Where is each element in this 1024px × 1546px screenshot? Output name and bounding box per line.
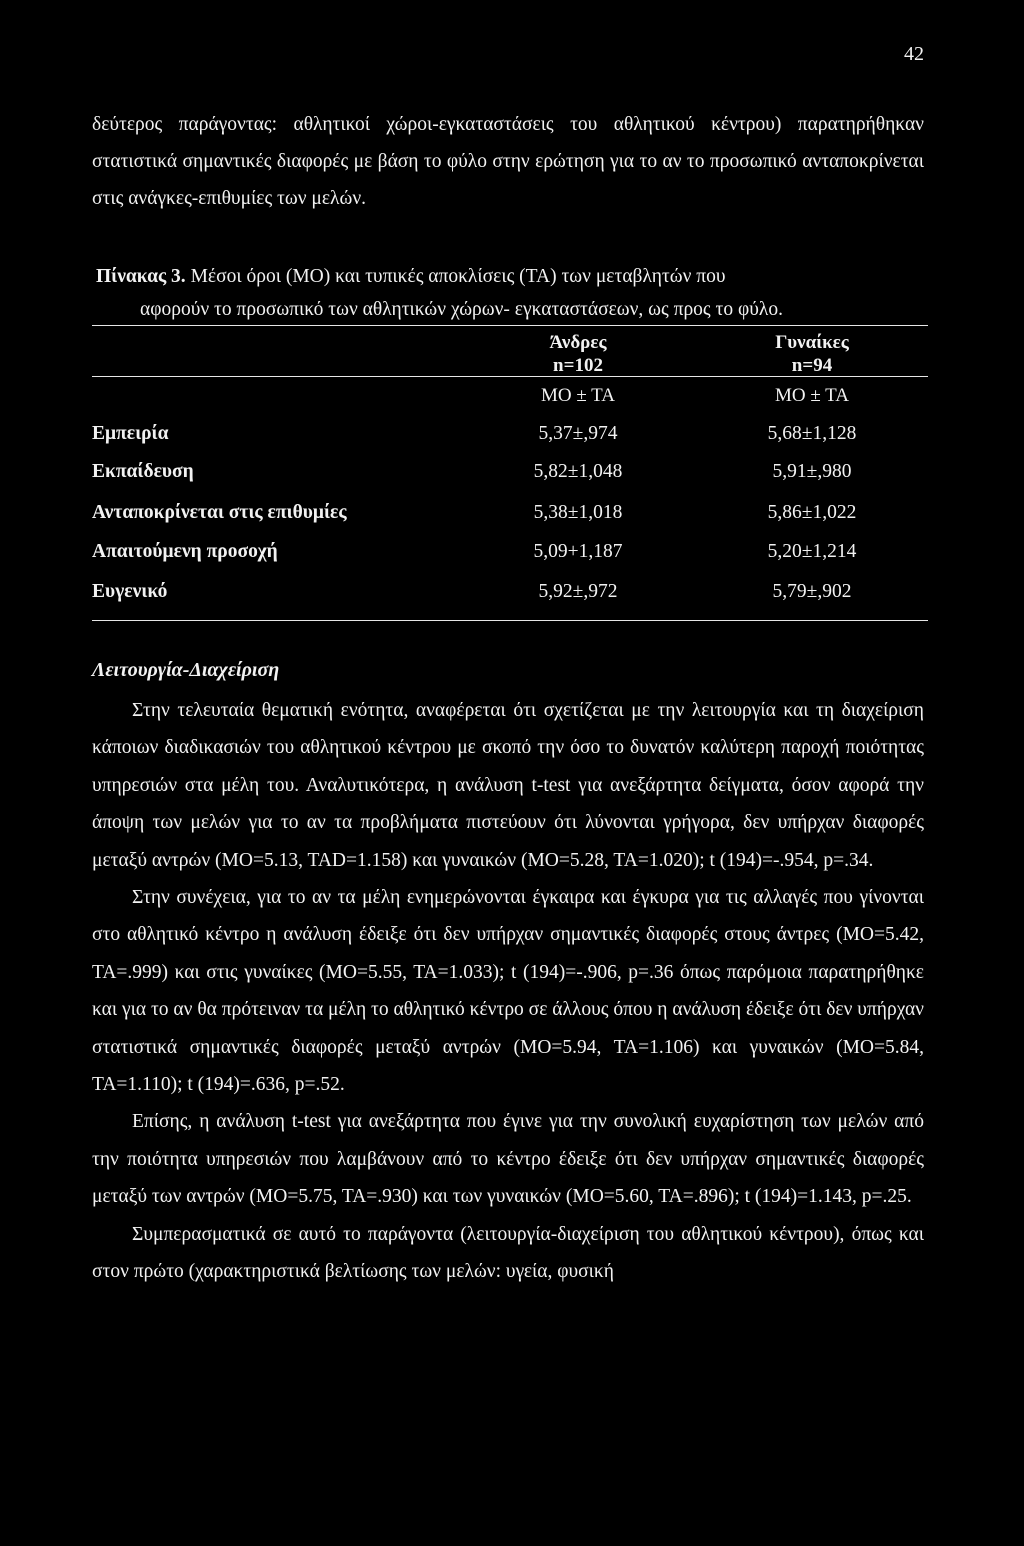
section-heading: Λειτουργία-Διαχείριση	[92, 659, 280, 681]
table-caption	[96, 260, 924, 326]
table-caption-line1: Μέσοι όροι (ΜΟ) και τυπικές αποκλίσεις (ΤΑ) των μεταβλητών που	[185, 266, 726, 287]
table-row-label: Ευγενικό	[92, 581, 168, 602]
table-cell-men: 5,92±,972	[538, 581, 618, 602]
column-men-n: n=102	[553, 355, 603, 376]
table-row-label: Ανταποκρίνεται στις επιθυμίες	[92, 502, 347, 523]
table-bottom-rule	[92, 620, 928, 621]
body-paragraph: Συμπερασματικά σε αυτό το παράγοντα (λειτουργία-διαχείριση του αθλητικού κέντρου), όπως και στον πρώτο (χαρακτηριστικά βελτίωσης των μελών: υγεία, φυσική	[92, 1223, 924, 1283]
table-row-label: Απαιτούμενη προσοχή	[92, 541, 278, 562]
table-row-label: Εκπαίδευση	[92, 461, 194, 482]
intro-paragraph: δεύτερος παράγοντας: αθλητικοί χώροι-εγκαταστάσεις του αθλητικού κέντρου) παρατηρήθηκαν στατιστικά σημαντικές διαφορές με βάση το φύλο στην ερώτηση για το αν το προσωπικό ανταποκρίνεται στις ανάγκες-επιθυμίες των μελών.	[92, 114, 924, 209]
table-row-label: Εμπειρία	[92, 423, 169, 444]
body-paragraph: Στην συνέχεια, για το αν τα μέλη ενημερώνονται έγκαιρα και έγκυρα για τις αλλαγές που γίνονται στο αθλητικό κέντρο η ανάλυση έδειξε ότι δεν υπήρχαν σημαντικές διαφορές στους άντρες (ΜΟ=5.42, ΤΑ=.999) και στις γυναίκες (ΜΟ=5.55, ΤΑ=1.033); t (194)=-.906, p=.36 όπως παρόμοια παρατηρήθηκε και για το αν θα πρότειναν τα μέλη το αθλητικό κέντρο σε άλλους όπου η ανάλυση έδειξε ότι δεν υπήρχαν στατιστικά σημαντικές διαφορές μεταξύ αντρών (ΜΟ=5.94, ΤΑ=1.106) και γυναικών (ΜΟ=5.84, ΤΑ=1.110); t (194)=.636, p=.52.	[92, 887, 924, 1096]
column-women-group: Γυναίκες	[775, 332, 849, 353]
table-cell-men: 5,09+1,187	[533, 541, 623, 562]
body-paragraph: Επίσης, η ανάλυση t-test για ανεξάρτητα που έγινε για την συνολική ευχαρίστηση των μελών από την ποιότητα υπηρεσιών που λαμβάνουν από το κέντρο έδειξε ότι δεν υπήρχαν σημαντικές διαφορές μεταξύ των αντρών (ΜΟ=5.75, ΤΑ=.930) και των γυναικών (ΜΟ=5.60, ΤΑ=.896); t (194)=1.143, p=.25.	[92, 1111, 924, 1208]
column-men-stat: ΜΟ ± ΤΑ	[540, 385, 615, 406]
table-cell-men: 5,38±1,018	[533, 502, 623, 523]
body-paragraph: Στην τελευταία θεματική ενότητα, αναφέρεται ότι σχετίζεται με την λειτουργία και τη διαχείριση κάποιων διαδικασιών του αθλητικού κέντρου με σκοπό την όσο το δυνατόν καλύτερη παροχή ποιότητας υπηρεσιών στα μέλη του. Αναλυτικότερα, η ανάλυση t-test για ανεξάρτητα δείγματα, όσον αφορά την άποψη των μελών για το αν τα προβλήματα πιστεύουν ότι λύνονται γρήγορα, δεν υπήρχαν διαφορές μεταξύ αντρών (ΜΟ=5.13, ΤΑD=1.158) και γυναικών (ΜΟ=5.28, ΤΑ=1.020); t (194)=-.954, p=.34.	[92, 700, 924, 871]
table-top-rule	[92, 325, 928, 326]
page-number: 42	[904, 43, 924, 65]
column-women-stat: ΜΟ ± ΤΑ	[774, 385, 849, 406]
table-cell-women: 5,68±1,128	[767, 423, 857, 444]
table-cell-women: 5,20±1,214	[767, 541, 857, 562]
column-women-n: n=94	[791, 355, 833, 376]
table-cell-women: 5,86±1,022	[767, 502, 857, 523]
column-men-group: Άνδρες	[549, 332, 607, 353]
table-cell-men: 5,37±,974	[538, 423, 618, 444]
table-cell-women: 5,79±,902	[772, 581, 852, 602]
table-cell-women: 5,91±,980	[772, 461, 852, 482]
table-caption-label: Πίνακας 3.	[96, 266, 186, 287]
table-caption-line2: αφορούν το προσωπικό των αθλητικών χώρων- εγκαταστάσεων, ως προς το φύλο.	[140, 299, 783, 320]
table-cell-men: 5,82±1,048	[533, 461, 623, 482]
section-body	[92, 692, 924, 1291]
